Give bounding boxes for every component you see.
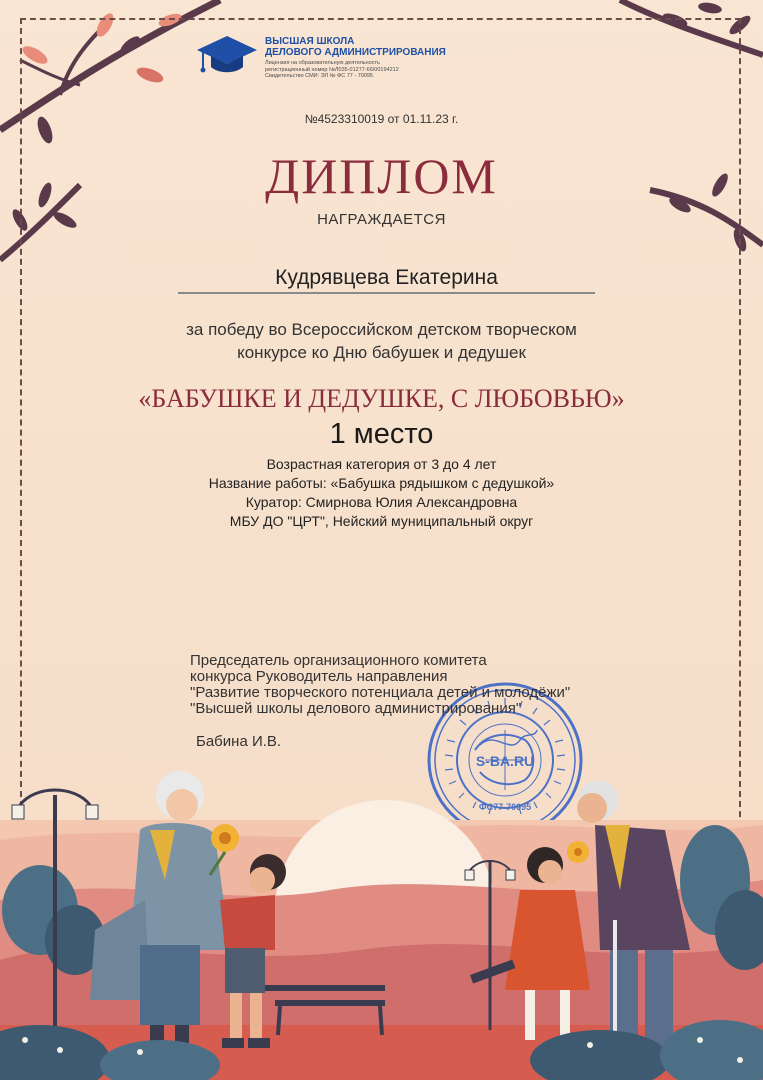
recipient-underline	[178, 292, 595, 294]
graduation-cap-icon	[195, 34, 259, 78]
signature-line-2: конкурса Руководитель направления	[190, 668, 448, 685]
detail-curator: Куратор: Смирнова Юлия Александровна	[245, 494, 518, 510]
detail-work-title: Название работы: «Бабушка рядышком с дедушкой»	[208, 475, 555, 491]
diploma-number: №4523310019 от 01.11.23 г.	[304, 112, 459, 126]
logo-title-line2: ДЕЛОВОГО АДМИНИСТРИРОВАНИЯ	[265, 47, 446, 58]
stamp-bottom-text: ФС77-70095	[478, 802, 532, 812]
stamp-center-text: S-BA.RU	[475, 753, 535, 769]
awarded-label: НАГРАЖДАЕТСЯ	[317, 211, 446, 228]
signature-line-1: Председатель организационного комитета	[190, 652, 487, 669]
logo-reg-number: регистрационный номер №Л035-01277-66/00194212	[265, 66, 399, 73]
signature-line-3: "Развитие творческого потенциала детей и молодёжи"	[190, 684, 571, 701]
grandparents-illustration	[0, 760, 763, 1080]
signature-block	[190, 653, 650, 717]
reason-line-1: за победу во Всероссийском детском творческом	[186, 320, 577, 339]
logo-title-line1: ВЫСШАЯ ШКОЛА	[265, 36, 355, 47]
contest-name: «БАБУШКЕ И ДЕДУШКЕ, С ЛЮБОВЬЮ»	[138, 384, 625, 413]
logo-block	[265, 36, 505, 80]
place-award: 1 место	[329, 418, 434, 450]
details-block	[0, 455, 763, 531]
detail-age-category: Возрастная категория от 3 до 4 лет	[266, 456, 497, 472]
detail-institution: МБУ ДО "ЦРТ", Нейский муниципальный округ	[229, 513, 534, 529]
signatory-name: Бабина И.В.	[196, 733, 282, 750]
recipient-name: Кудрявцева Екатерина	[275, 266, 498, 289]
signature-line-4: "Высшей школы делового администрирования"	[190, 700, 522, 717]
logo-smi: Свидетельство СМИ: ЭЛ № ФС 77 - 70095	[265, 73, 373, 79]
reason-line-2: конкурсе ко Дню бабушек и дедушек	[237, 343, 526, 362]
diploma-title: ДИПЛОМ	[265, 148, 498, 204]
logo-license: Лицензия на образовательную деятельность	[265, 60, 380, 66]
